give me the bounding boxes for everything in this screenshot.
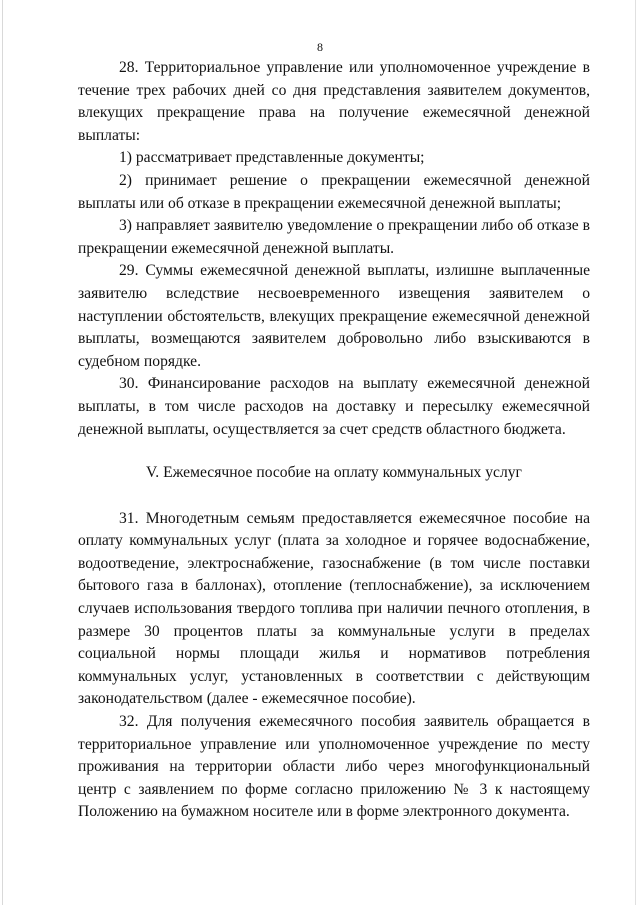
paragraph-28: 28. Территориальное управление или уполномоченное учреждение в течение трех рабочих дней со дня представления заявителем документов, влекущих прекращение права на получение ежемесячной денежной выплаты: xyxy=(78,59,590,144)
section-heading: V. Ежемесячное пособие на оплату коммунальных услуг xyxy=(146,464,522,482)
paragraph-31: 31. Многодетным семьям предоставляется ежемесячное пособие на оплату коммунальных услуг (плата за холодное и горячее водоснабжение, водоотведение, электроснабжение, газоснабжение (в том числе поставки бытового газа в баллонах), отопление (теплоснабжение), за исключением случаев использования твердого топлива при наличии печного отопления, в размере 30 процентов платы за коммунальные услуги в пределах социальной нормы площади жилья и нормативов потребления коммунальных услуг, установленных в соответствии с действующим законодательством (далее - ежемесячное пособие). xyxy=(78,509,590,708)
paragraph-30: 30. Финансирование расходов на выплату ежемесячной денежной выплаты, в том числе расходов на доставку и пересылку ежемесячной денежной выплаты, осуществляется за счет средств областного бюджета. xyxy=(78,375,590,438)
paragraph-28-item-3: 3) направляет заявителю уведомление о прекращении либо об отказе в прекращении ежемесячной денежной выплаты. xyxy=(78,217,590,257)
paragraph-28-item-1: 1) рассматривает представленные документы; xyxy=(119,149,425,167)
page-number: 8 xyxy=(317,40,323,54)
document-body xyxy=(78,57,590,824)
scan-edge-right xyxy=(635,0,636,905)
paragraph-32: 32. Для получения ежемесячного пособия заявитель обращается в территориальное управление или уполномоченное учреждение по месту проживания на территории области либо через многофункциональный центр с заявлением по форме согласно приложению № 3 к настоящему Положению на бумажном носителе или в форме электронного документа. xyxy=(78,713,590,821)
scan-edge-left xyxy=(2,0,3,905)
paragraph-28-item-2: 2) принимает решение о прекращении ежемесячной денежной выплаты или об отказе в прекращении ежемесячной денежной выплаты; xyxy=(78,171,590,212)
paragraph-29: 29. Суммы ежемесячной денежной выплаты, излишне выплаченные заявителю вследствие несвоевременного извещения заявителем о наступлении обстоятельств, влекущих прекращение ежемесячной денежной выплаты, возмещаются заявителем добровольно либо взыскиваются в судебном порядке. xyxy=(78,262,590,370)
